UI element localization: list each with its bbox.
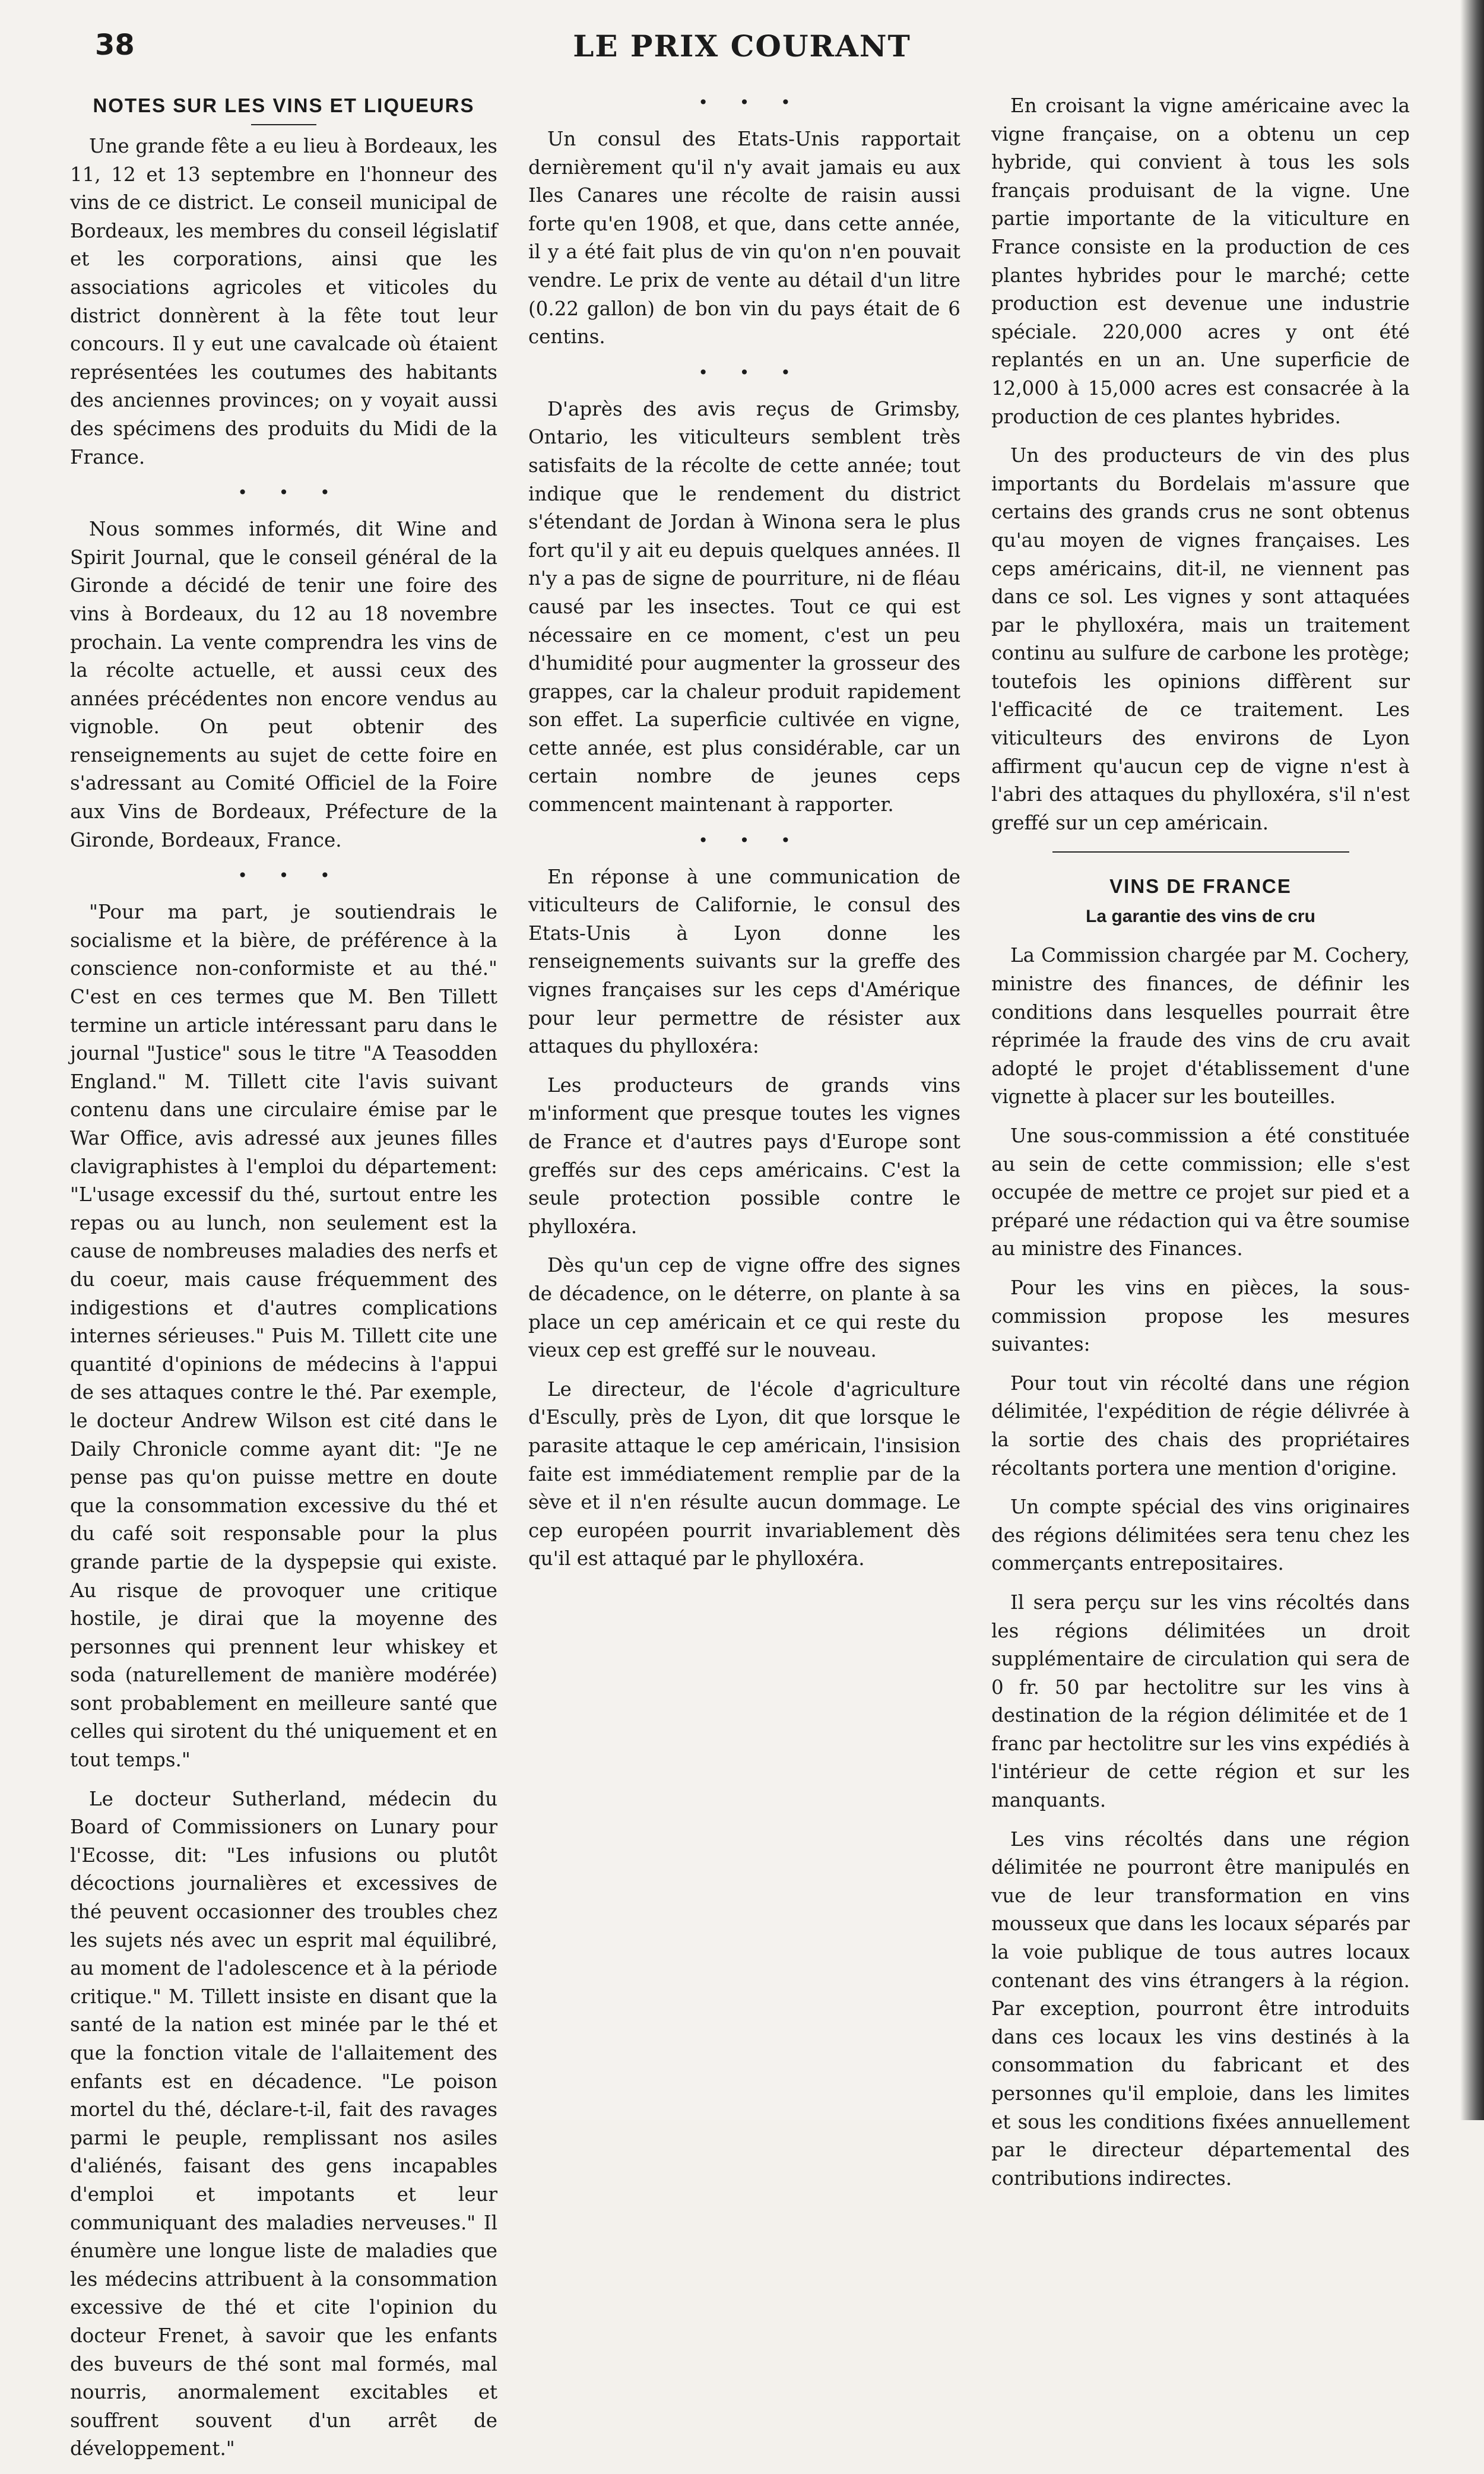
article-paragraph: Un compte spécial des vins originaires des régions délimitées sera tenu chez les commerçants entrepositaires. (991, 1496, 1410, 1575)
article-paragraph: En croisant la vigne américaine avec la vigne française, on a obtenu un cep hybride, qui convient à tous les sols français produisant de la vigne. Une partie importante de la viticulture en France consiste en la production de ces plantes hybrides pour le marché; cette production est devenue une industrie spéciale. 220,000 acres y ont été replantés en un an. Une superficie de 12,000 à 15,000 acres est consacrée à la production de ces plantes hybrides. (991, 94, 1410, 428)
page-number: 38 (95, 28, 135, 62)
article-paragraph: Pour tout vin récolté dans une région délimitée, l'expédition de régie délivrée à la sortie des chais des propriétaires récoltants portera une mention d'origine. (991, 1371, 1410, 1480)
article-paragraph: Le directeur, de l'école d'agriculture d'Escully, près de Lyon, dit que lorsque le parasite attaque le cep américain, l'insision faite est immédiatement remplie par de la sève et il n'en résulte aucun dommage. Le cep européen pourrit invariablement dès qu'il est attaqué par le phylloxéra. (528, 1377, 960, 1570)
paragraph-separator: • • • (698, 93, 804, 112)
title-rule (251, 124, 316, 125)
vins-section-title: VINS DE FRANCE (1109, 875, 1292, 898)
paragraph-separator: • • • (698, 830, 804, 850)
article-paragraph: Il sera perçu sur les vins récoltés dans les régions délimitées un droit supplémentaire de circulation qui sera de 0 fr. 50 par hectolitre sur les vins à destination de la région délimitée et de 1 franc par hectolitre sur les vins expédiés à l'intérieur de cette région et sur les manquants. (991, 1591, 1410, 1812)
article-paragraph: En réponse à une communication de viticulteurs de Californie, le consul des Etats-Unis à Lyon donne les renseignements suivants sur la greffe des vignes françaises sur les ceps d'Amérique pour leur permettre de résister aux attaques du phylloxéra: (528, 865, 960, 1058)
paragraph-separator: • • • (237, 483, 343, 503)
page-header (0, 28, 1484, 70)
article-paragraph: Les producteurs de grands vins m'informent que presque toutes les vignes de France et d'autres pays d'Europe sont greffés sur des ceps américains. C'est la seule protection possible contre le phylloxéra. (528, 1073, 960, 1238)
article-paragraph: Un consul des Etats-Unis rapportait dernièrement qu'il n'y avait jamais eu aux Iles Canares une récolte de raisin aussi forte qu'en 1908, et que, dans cette année, il y a été fait plus de vin qu'on n'en pouvait vendre. Le prix de vente au détail d'un litre (0.22 gallon) de bon vin du pays était de 6 centins. (528, 128, 960, 349)
article-paragraph: Pour les vins en pièces, la sous-commission propose les mesures suivantes: (991, 1276, 1410, 1356)
page-title: LE PRIX COURANT (573, 28, 911, 64)
article-paragraph: Une grande fête a eu lieu à Bordeaux, les 11, 12 et 13 septembre en l'honneur des vins de ce district. Le conseil municipal de Bordeaux, les membres du conseil législatif et les corporations, ainsi que les associations agricoles et viticoles du district donnèrent à la fête tout leur concours. Il y eut une cavalcade où étaient représentées les coutumes des habitants des anciennes provinces; on y voyait aussi des spécimens des produits du Midi de la France. (70, 135, 497, 468)
paragraph-separator: • • • (698, 362, 804, 382)
notes-section-title: NOTES SUR LES VINS ET LIQUEURS (93, 94, 475, 116)
article-paragraph: Les vins récoltés dans une région délimitée ne pourront être manipulés en vue de leur transformation en vins mousseux que dans les locaux séparés par la voie publique de tous autres locaux contenant des vins étrangers à la région. Par exception, pourront être introduits dans ces locaux les vins destinés à la consommation du fabricant et des personnes qu'il emploie, dans les limites et sous les conditions fixées annuellement par le directeur départemental des contributions indirectes. (991, 1827, 1410, 2190)
article-paragraph: Dès qu'un cep de vigne offre des signes de décadence, on le déterre, on plante à sa place un cep américain et ce qui reste du vieux cep est greffé sur le nouveau. (528, 1254, 960, 1362)
section-end-rule (1052, 851, 1349, 853)
article-paragraph: Un des producteurs de vin des plus importants du Bordelais m'assure que certains des grands crus ne sont obtenus qu'au moyen de vignes françaises. Les ceps américains, dit-il, ne viennent pas dans ce sol. Les vignes y sont attaquées par le phylloxéra, mais un traitement continu au sulfure de carbone les protège; toutefois les opinions diffèrent sur l'efficacité de ce traitement. Les viticulteurs des environs de Lyon affirment qu'aucun cep de vigne n'est à l'abri des attaques du phylloxéra, s'il n'est greffé sur un cep américain. (991, 444, 1410, 834)
column-2 (528, 92, 960, 1584)
column-3 (991, 92, 1410, 2203)
article-paragraph: Une sous-commission a été constituée au sein de cette commission; elle s'est occupée de mettre ce projet sur pied et a préparé une rédaction qui va être soumise au ministre des Finances. (991, 1124, 1410, 1260)
paragraph-separator: • • • (237, 866, 343, 886)
page-edge-shadow (1460, 0, 1484, 2120)
column-1 (70, 92, 497, 2474)
vins-subtitle: La garantie des vins de cru (1086, 907, 1315, 927)
article-paragraph: La Commission chargée par M. Cochery, ministre des finances, de définir les conditions dans lesquelles pourrait être réprimée la fraude des vins de cru avait adopté le projet d'établissement d'une vignette à placer sur les bouteilles. (991, 944, 1410, 1108)
article-paragraph: D'après des avis reçus de Grimsby, Ontario, les viticulteurs semblent très satisfaits de la récolte de cette année; tout indique que le rendement du district s'étendant de Jordan à Winona sera le plus fort qu'il y ait eu depuis quelques années. Il n'y a pas de signe de pourriture, ni de fléau causé par les insectes. Tout ce qui est nécessaire en ce moment, c'est un peu d'humidité pour augmenter la grosseur des grappes, car la chaleur produit rapidement son effet. La superficie cultivée en vigne, cette année, est plus considérable, car un certain nombre de jeunes ceps commencent maintenant à rapporter. (528, 397, 960, 816)
article-paragraph: "Pour ma part, je soutiendrais le socialisme et la bière, de préférence à la conscience non-conformiste et au thé." C'est en ces termes que M. Ben Tillett termine un article intéressant paru dans le journal "Justice" sous le titre "A Teasodden England." M. Tillett cite l'avis suivant contenu dans une circulaire émise par le War Office, avis adressé aux jeunes filles clavigraphistes à l'emploi du département: "L'usage excessif du thé, surtout entre les repas ou au lunch, non seulement est la cause de nombreuses maladies des nerfs et du coeur, mais cause fréquemment des indigestions et d'autres complications internes sérieuses." Puis M. Tillett cite une quantité d'opinions de médecins à l'appui de ses attaques contre le thé. Par exemple, le docteur Andrew Wilson est cité dans le Daily Chronicle comme ayant dit: "Je ne pense pas qu'on puisse mettre en doute que la consommation excessive du thé et du café soit responsable pour la plus grande partie de la dyspepsie qui existe. Au risque de provoquer une critique hostile, je dirai que la moyenne des personnes qui prennent leur whiskey et soda (naturellement de manière modérée) sont probablement en meilleure santé que celles qui sirotent du thé uniquement et en tout temps." (70, 901, 497, 1772)
article-paragraph: Le docteur Sutherland, médecin du Board of Commissioners on Lunary pour l'Ecosse, dit: "Les infusions ou plutôt décoctions journalières et excessives de thé peuvent occasionner des troubles chez les sujets nés avec un esprit mal équilibré, au moment de l'adolescence et à la période critique." M. Tillett insiste en disant que la santé de la nation est minée par le thé et que la fonction vitale de l'allaitement des enfants est en décadence. "Le poison mortel du thé, déclare-t-il, fait des ravages parmi le peuple, remplissant nos asiles d'aliénés, faisant des gens incapables d'emploi et impotants et leur communiquant des maladies nerveuses." Il énumère une longue liste de maladies que les médecins attribuent à la consommation excessive de thé et cite l'opinion du docteur Frenet, à savoir que les enfants des buveurs de thé sont mal formés, mal nourris, anormalement excitables et souffrent souvent d'un arrêt de développement." (70, 1787, 497, 2460)
article-paragraph: Nous sommes informés, dit Wine and Spirit Journal, que le conseil général de la Gironde a décidé de tenir une foire des vins à Bordeaux, du 12 au 18 novembre prochain. La vente comprendra les vins de la récolte actuelle, et aussi ceux des années précédentes non encore vendus au vignoble. On peut obtenir des renseignements au sujet de cette foire en s'adressant au Comité Officiel de la Foire aux Vins de Bordeaux, Préfecture de la Gironde, Bordeaux, France. (70, 518, 497, 851)
